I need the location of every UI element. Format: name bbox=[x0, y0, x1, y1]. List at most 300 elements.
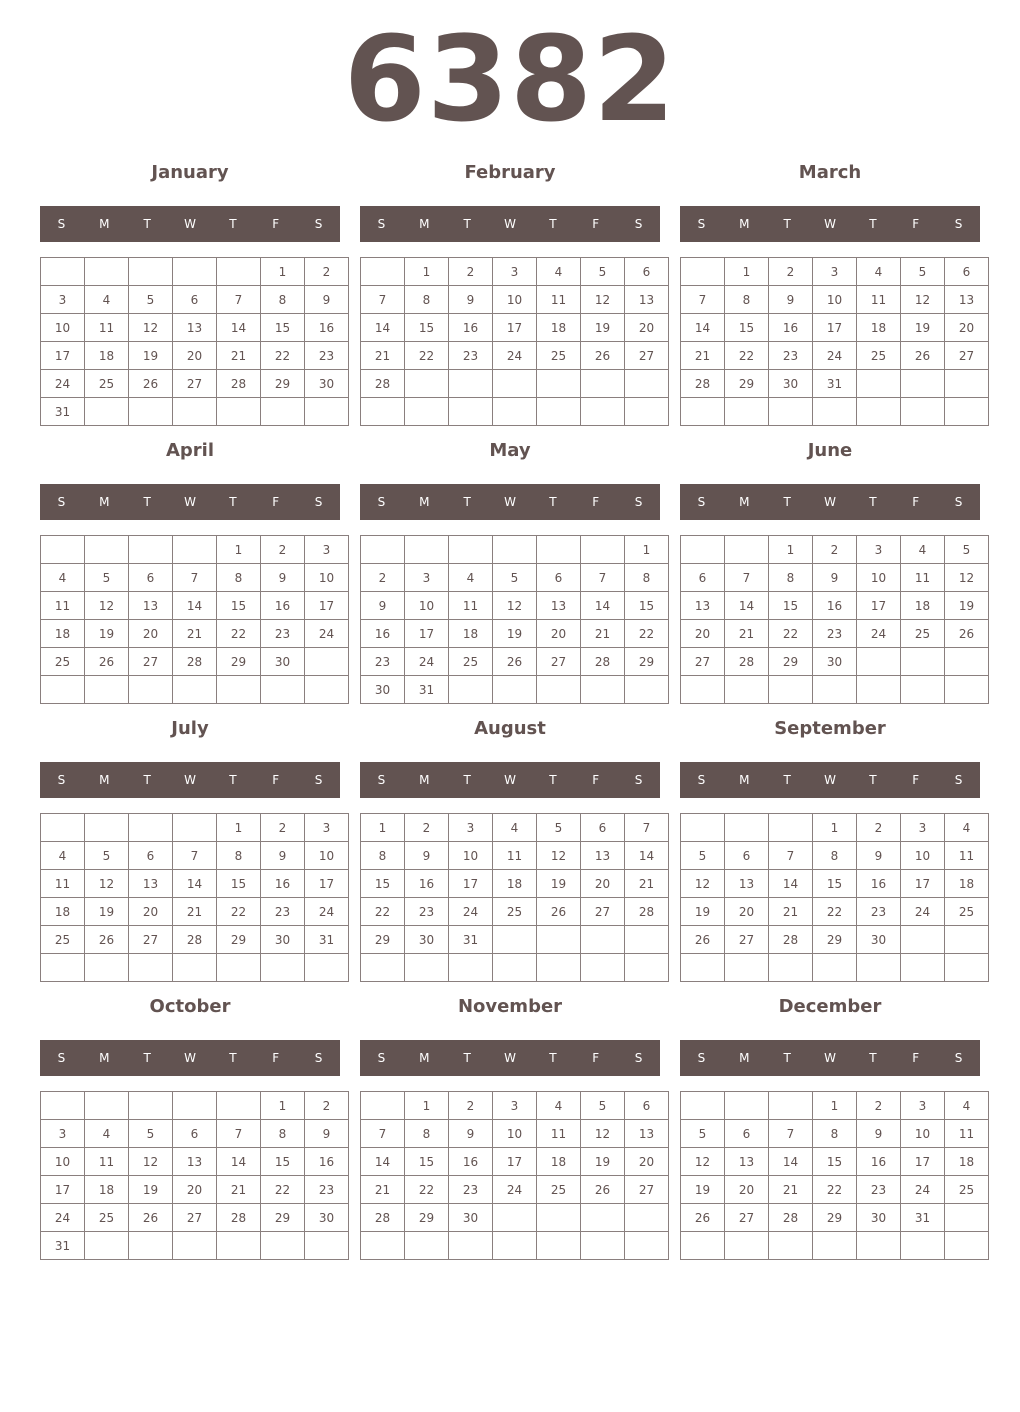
weekday-label: M bbox=[739, 773, 750, 787]
day-cell: 5 bbox=[493, 564, 537, 592]
day-cell: 15 bbox=[405, 314, 449, 342]
empty-day-cell bbox=[173, 398, 217, 426]
empty-day-cell bbox=[813, 954, 857, 982]
day-cell: 21 bbox=[173, 898, 217, 926]
week-row bbox=[361, 592, 669, 620]
empty-day-cell bbox=[449, 370, 493, 398]
day-cell: 22 bbox=[813, 1176, 857, 1204]
week-row bbox=[361, 870, 669, 898]
empty-day-cell bbox=[41, 814, 85, 842]
month-name: May bbox=[489, 440, 531, 461]
weekday-header bbox=[360, 1040, 660, 1076]
day-cell: 2 bbox=[769, 258, 813, 286]
day-cell: 23 bbox=[261, 620, 305, 648]
day-cell: 4 bbox=[537, 1092, 581, 1120]
day-cell: 8 bbox=[769, 564, 813, 592]
weekday-label: M bbox=[419, 495, 430, 509]
day-cell: 15 bbox=[813, 870, 857, 898]
weekday-label: F bbox=[912, 1051, 920, 1065]
day-cell: 7 bbox=[173, 564, 217, 592]
weekday-header bbox=[40, 762, 340, 798]
empty-day-cell bbox=[173, 1232, 217, 1260]
empty-day-cell bbox=[449, 536, 493, 564]
empty-day-cell bbox=[945, 398, 989, 426]
day-cell: 27 bbox=[173, 1204, 217, 1232]
week-row bbox=[41, 676, 349, 704]
day-cell: 12 bbox=[681, 870, 725, 898]
day-cell: 29 bbox=[217, 926, 261, 954]
weekday-label: T bbox=[143, 217, 151, 231]
empty-day-cell bbox=[681, 1092, 725, 1120]
day-cell: 5 bbox=[581, 258, 625, 286]
empty-day-cell bbox=[361, 1092, 405, 1120]
empty-day-cell bbox=[129, 954, 173, 982]
empty-day-cell bbox=[85, 536, 129, 564]
weekday-label: W bbox=[504, 495, 516, 509]
day-cell: 21 bbox=[217, 342, 261, 370]
month-november bbox=[360, 990, 660, 1262]
day-cell: 31 bbox=[305, 926, 349, 954]
day-cell: 26 bbox=[129, 1204, 173, 1232]
week-row bbox=[681, 1232, 989, 1260]
empty-day-cell bbox=[581, 676, 625, 704]
month-name: March bbox=[798, 162, 862, 183]
day-cell: 21 bbox=[681, 342, 725, 370]
day-cell: 26 bbox=[681, 1204, 725, 1232]
day-cell: 17 bbox=[41, 342, 85, 370]
weekday-label: S bbox=[314, 495, 323, 509]
day-cell: 12 bbox=[581, 286, 625, 314]
day-cell: 17 bbox=[813, 314, 857, 342]
day-cell: 16 bbox=[449, 1148, 493, 1176]
day-cell: 19 bbox=[85, 898, 129, 926]
day-cell: 23 bbox=[769, 342, 813, 370]
day-cell: 30 bbox=[857, 926, 901, 954]
day-cell: 14 bbox=[173, 592, 217, 620]
day-cell: 22 bbox=[261, 1176, 305, 1204]
day-cell: 6 bbox=[173, 1120, 217, 1148]
day-grid bbox=[680, 535, 989, 704]
empty-day-cell bbox=[41, 258, 85, 286]
empty-day-cell bbox=[725, 814, 769, 842]
weekday-header bbox=[40, 206, 340, 242]
weekday-label: M bbox=[739, 1051, 750, 1065]
empty-day-cell bbox=[581, 536, 625, 564]
day-cell: 12 bbox=[537, 842, 581, 870]
empty-day-cell bbox=[769, 398, 813, 426]
day-cell: 4 bbox=[901, 536, 945, 564]
day-cell: 19 bbox=[901, 314, 945, 342]
day-cell: 26 bbox=[681, 926, 725, 954]
day-cell: 9 bbox=[857, 1120, 901, 1148]
day-cell: 30 bbox=[305, 1204, 349, 1232]
day-grid bbox=[360, 535, 669, 704]
day-cell: 5 bbox=[537, 814, 581, 842]
day-cell: 14 bbox=[361, 314, 405, 342]
day-cell: 23 bbox=[305, 1176, 349, 1204]
empty-day-cell bbox=[725, 676, 769, 704]
day-cell: 30 bbox=[405, 926, 449, 954]
day-cell: 20 bbox=[725, 898, 769, 926]
empty-day-cell bbox=[769, 676, 813, 704]
day-cell: 23 bbox=[449, 1176, 493, 1204]
day-cell: 30 bbox=[305, 370, 349, 398]
day-cell: 13 bbox=[581, 842, 625, 870]
day-cell: 20 bbox=[537, 620, 581, 648]
day-cell: 5 bbox=[681, 1120, 725, 1148]
day-cell: 3 bbox=[405, 564, 449, 592]
day-cell: 10 bbox=[493, 286, 537, 314]
weekday-label: F bbox=[912, 217, 920, 231]
empty-day-cell bbox=[537, 676, 581, 704]
empty-day-cell bbox=[581, 398, 625, 426]
day-cell: 28 bbox=[217, 1204, 261, 1232]
day-cell: 28 bbox=[217, 370, 261, 398]
day-cell: 9 bbox=[813, 564, 857, 592]
week-row bbox=[681, 1092, 989, 1120]
day-cell: 18 bbox=[945, 870, 989, 898]
week-row bbox=[361, 1176, 669, 1204]
day-cell: 3 bbox=[305, 814, 349, 842]
empty-day-cell bbox=[305, 648, 349, 676]
day-cell: 25 bbox=[41, 926, 85, 954]
day-cell: 4 bbox=[41, 564, 85, 592]
week-row bbox=[361, 1232, 669, 1260]
week-row bbox=[361, 370, 669, 398]
weekday-label: S bbox=[314, 1051, 323, 1065]
day-cell: 4 bbox=[945, 1092, 989, 1120]
day-cell: 7 bbox=[625, 814, 669, 842]
day-cell: 22 bbox=[405, 1176, 449, 1204]
day-cell: 18 bbox=[449, 620, 493, 648]
weekday-label: M bbox=[99, 495, 110, 509]
day-cell: 20 bbox=[725, 1176, 769, 1204]
weekday-label: S bbox=[314, 217, 323, 231]
day-cell: 21 bbox=[769, 1176, 813, 1204]
day-cell: 28 bbox=[681, 370, 725, 398]
day-cell: 8 bbox=[405, 1120, 449, 1148]
empty-day-cell bbox=[945, 926, 989, 954]
empty-day-cell bbox=[625, 926, 669, 954]
month-name: August bbox=[474, 718, 546, 739]
month-name: October bbox=[149, 996, 231, 1017]
empty-day-cell bbox=[85, 814, 129, 842]
day-cell: 5 bbox=[681, 842, 725, 870]
week-row bbox=[41, 398, 349, 426]
day-cell: 16 bbox=[769, 314, 813, 342]
day-cell: 6 bbox=[129, 564, 173, 592]
day-cell: 18 bbox=[493, 870, 537, 898]
day-cell: 2 bbox=[857, 1092, 901, 1120]
month-name: February bbox=[464, 162, 556, 183]
weekday-label: S bbox=[57, 1051, 66, 1065]
day-cell: 6 bbox=[129, 842, 173, 870]
day-cell: 11 bbox=[449, 592, 493, 620]
weekday-label: F bbox=[592, 1051, 600, 1065]
day-cell: 24 bbox=[305, 898, 349, 926]
day-cell: 31 bbox=[813, 370, 857, 398]
day-cell: 19 bbox=[581, 314, 625, 342]
day-cell: 16 bbox=[813, 592, 857, 620]
day-cell: 25 bbox=[945, 1176, 989, 1204]
empty-day-cell bbox=[537, 954, 581, 982]
weekday-label: T bbox=[869, 495, 877, 509]
empty-day-cell bbox=[769, 954, 813, 982]
day-cell: 31 bbox=[41, 1232, 85, 1260]
day-cell: 4 bbox=[537, 258, 581, 286]
weekday-label: S bbox=[314, 773, 323, 787]
weekday-label: W bbox=[504, 773, 516, 787]
day-cell: 20 bbox=[581, 870, 625, 898]
empty-day-cell bbox=[901, 648, 945, 676]
day-cell: 8 bbox=[261, 286, 305, 314]
day-cell: 7 bbox=[217, 286, 261, 314]
day-cell: 1 bbox=[813, 1092, 857, 1120]
week-row bbox=[681, 1120, 989, 1148]
day-cell: 19 bbox=[129, 342, 173, 370]
day-cell: 7 bbox=[681, 286, 725, 314]
empty-day-cell bbox=[537, 370, 581, 398]
empty-day-cell bbox=[261, 676, 305, 704]
day-cell: 31 bbox=[901, 1204, 945, 1232]
day-cell: 25 bbox=[537, 1176, 581, 1204]
empty-day-cell bbox=[725, 954, 769, 982]
weekday-label: T bbox=[549, 773, 557, 787]
weekday-label: F bbox=[912, 495, 920, 509]
day-cell: 8 bbox=[813, 842, 857, 870]
day-cell: 26 bbox=[85, 926, 129, 954]
empty-day-cell bbox=[581, 1204, 625, 1232]
year-title: 6382 bbox=[343, 10, 677, 148]
day-cell: 1 bbox=[725, 258, 769, 286]
day-cell: 4 bbox=[945, 814, 989, 842]
weekday-label: F bbox=[592, 495, 600, 509]
day-cell: 25 bbox=[945, 898, 989, 926]
day-cell: 11 bbox=[857, 286, 901, 314]
day-cell: 12 bbox=[493, 592, 537, 620]
weekday-label: S bbox=[634, 217, 643, 231]
week-row bbox=[41, 870, 349, 898]
day-cell: 12 bbox=[129, 314, 173, 342]
empty-day-cell bbox=[361, 398, 405, 426]
day-cell: 16 bbox=[305, 1148, 349, 1176]
weekday-header bbox=[680, 1040, 980, 1076]
empty-day-cell bbox=[493, 1232, 537, 1260]
weekday-label: W bbox=[824, 1051, 836, 1065]
month-name: December bbox=[778, 996, 882, 1017]
day-cell: 24 bbox=[901, 1176, 945, 1204]
day-cell: 16 bbox=[361, 620, 405, 648]
day-cell: 7 bbox=[361, 286, 405, 314]
week-row bbox=[41, 370, 349, 398]
day-cell: 8 bbox=[361, 842, 405, 870]
empty-day-cell bbox=[41, 536, 85, 564]
week-row bbox=[361, 954, 669, 982]
day-cell: 31 bbox=[405, 676, 449, 704]
day-grid bbox=[40, 257, 349, 426]
month-name: September bbox=[774, 718, 886, 739]
day-cell: 24 bbox=[41, 370, 85, 398]
day-cell: 28 bbox=[361, 370, 405, 398]
day-cell: 1 bbox=[361, 814, 405, 842]
day-cell: 29 bbox=[217, 648, 261, 676]
weekday-label: T bbox=[869, 217, 877, 231]
day-cell: 26 bbox=[581, 342, 625, 370]
weekday-label: F bbox=[592, 217, 600, 231]
week-row bbox=[361, 286, 669, 314]
day-cell: 14 bbox=[625, 842, 669, 870]
day-cell: 7 bbox=[217, 1120, 261, 1148]
week-row bbox=[41, 814, 349, 842]
empty-day-cell bbox=[493, 536, 537, 564]
day-cell: 14 bbox=[769, 870, 813, 898]
day-cell: 3 bbox=[813, 258, 857, 286]
empty-day-cell bbox=[681, 814, 725, 842]
weekday-label: S bbox=[697, 495, 706, 509]
day-cell: 15 bbox=[217, 870, 261, 898]
weekday-label: T bbox=[463, 773, 471, 787]
day-cell: 30 bbox=[449, 1204, 493, 1232]
day-cell: 17 bbox=[901, 1148, 945, 1176]
day-cell: 15 bbox=[769, 592, 813, 620]
day-cell: 17 bbox=[493, 1148, 537, 1176]
empty-day-cell bbox=[581, 954, 625, 982]
day-cell: 22 bbox=[725, 342, 769, 370]
day-cell: 23 bbox=[857, 1176, 901, 1204]
day-cell: 29 bbox=[261, 1204, 305, 1232]
week-row bbox=[681, 870, 989, 898]
day-cell: 22 bbox=[405, 342, 449, 370]
day-cell: 18 bbox=[537, 1148, 581, 1176]
day-cell: 10 bbox=[405, 592, 449, 620]
day-cell: 20 bbox=[173, 1176, 217, 1204]
week-row bbox=[681, 926, 989, 954]
empty-day-cell bbox=[813, 1232, 857, 1260]
day-cell: 25 bbox=[857, 342, 901, 370]
month-january bbox=[40, 156, 340, 428]
day-cell: 10 bbox=[41, 1148, 85, 1176]
weekday-label: M bbox=[739, 495, 750, 509]
day-cell: 20 bbox=[625, 1148, 669, 1176]
day-cell: 23 bbox=[449, 342, 493, 370]
weekday-label: T bbox=[549, 495, 557, 509]
day-cell: 17 bbox=[405, 620, 449, 648]
day-cell: 28 bbox=[769, 1204, 813, 1232]
day-cell: 3 bbox=[41, 286, 85, 314]
week-row bbox=[41, 564, 349, 592]
day-cell: 11 bbox=[945, 842, 989, 870]
day-cell: 13 bbox=[173, 1148, 217, 1176]
weekday-label: S bbox=[954, 773, 963, 787]
day-cell: 13 bbox=[681, 592, 725, 620]
day-cell: 11 bbox=[85, 314, 129, 342]
week-row bbox=[41, 1148, 349, 1176]
day-cell: 15 bbox=[361, 870, 405, 898]
week-row bbox=[681, 954, 989, 982]
empty-day-cell bbox=[901, 926, 945, 954]
empty-day-cell bbox=[625, 370, 669, 398]
day-cell: 27 bbox=[681, 648, 725, 676]
week-row bbox=[41, 258, 349, 286]
empty-day-cell bbox=[537, 1204, 581, 1232]
day-cell: 10 bbox=[41, 314, 85, 342]
day-cell: 19 bbox=[493, 620, 537, 648]
empty-day-cell bbox=[945, 1204, 989, 1232]
month-february bbox=[360, 156, 660, 428]
day-cell: 30 bbox=[813, 648, 857, 676]
weekday-label: T bbox=[143, 495, 151, 509]
weekday-label: T bbox=[783, 773, 791, 787]
day-cell: 21 bbox=[725, 620, 769, 648]
empty-day-cell bbox=[901, 676, 945, 704]
day-cell: 25 bbox=[901, 620, 945, 648]
week-row bbox=[361, 1204, 669, 1232]
empty-day-cell bbox=[725, 536, 769, 564]
day-cell: 17 bbox=[305, 592, 349, 620]
weekday-label: S bbox=[377, 1051, 386, 1065]
day-cell: 6 bbox=[581, 814, 625, 842]
day-cell: 10 bbox=[857, 564, 901, 592]
day-cell: 9 bbox=[449, 286, 493, 314]
empty-day-cell bbox=[493, 1204, 537, 1232]
day-cell: 18 bbox=[857, 314, 901, 342]
week-row bbox=[681, 258, 989, 286]
weekday-label: F bbox=[272, 1051, 280, 1065]
empty-day-cell bbox=[725, 398, 769, 426]
day-cell: 16 bbox=[305, 314, 349, 342]
day-cell: 24 bbox=[405, 648, 449, 676]
day-cell: 26 bbox=[537, 898, 581, 926]
day-cell: 19 bbox=[681, 1176, 725, 1204]
day-cell: 28 bbox=[725, 648, 769, 676]
day-cell: 4 bbox=[493, 814, 537, 842]
day-cell: 11 bbox=[945, 1120, 989, 1148]
empty-day-cell bbox=[217, 258, 261, 286]
day-cell: 27 bbox=[945, 342, 989, 370]
weekday-label: F bbox=[592, 773, 600, 787]
day-cell: 7 bbox=[725, 564, 769, 592]
day-cell: 17 bbox=[857, 592, 901, 620]
day-cell: 3 bbox=[901, 814, 945, 842]
week-row bbox=[41, 314, 349, 342]
week-row bbox=[681, 536, 989, 564]
week-row bbox=[41, 1092, 349, 1120]
month-name: January bbox=[151, 162, 229, 183]
week-row bbox=[681, 814, 989, 842]
day-cell: 27 bbox=[129, 926, 173, 954]
month-august bbox=[360, 712, 660, 984]
day-cell: 3 bbox=[305, 536, 349, 564]
day-cell: 1 bbox=[217, 536, 261, 564]
day-cell: 6 bbox=[625, 258, 669, 286]
empty-day-cell bbox=[361, 1232, 405, 1260]
day-grid bbox=[680, 813, 989, 982]
day-cell: 2 bbox=[361, 564, 405, 592]
day-cell: 10 bbox=[493, 1120, 537, 1148]
weekday-label: T bbox=[549, 217, 557, 231]
day-cell: 25 bbox=[85, 1204, 129, 1232]
day-cell: 9 bbox=[305, 1120, 349, 1148]
day-cell: 19 bbox=[537, 870, 581, 898]
month-october bbox=[40, 990, 340, 1262]
day-cell: 21 bbox=[173, 620, 217, 648]
day-cell: 15 bbox=[261, 1148, 305, 1176]
day-cell: 22 bbox=[813, 898, 857, 926]
empty-day-cell bbox=[405, 954, 449, 982]
day-cell: 27 bbox=[725, 1204, 769, 1232]
empty-day-cell bbox=[581, 926, 625, 954]
day-cell: 22 bbox=[217, 620, 261, 648]
